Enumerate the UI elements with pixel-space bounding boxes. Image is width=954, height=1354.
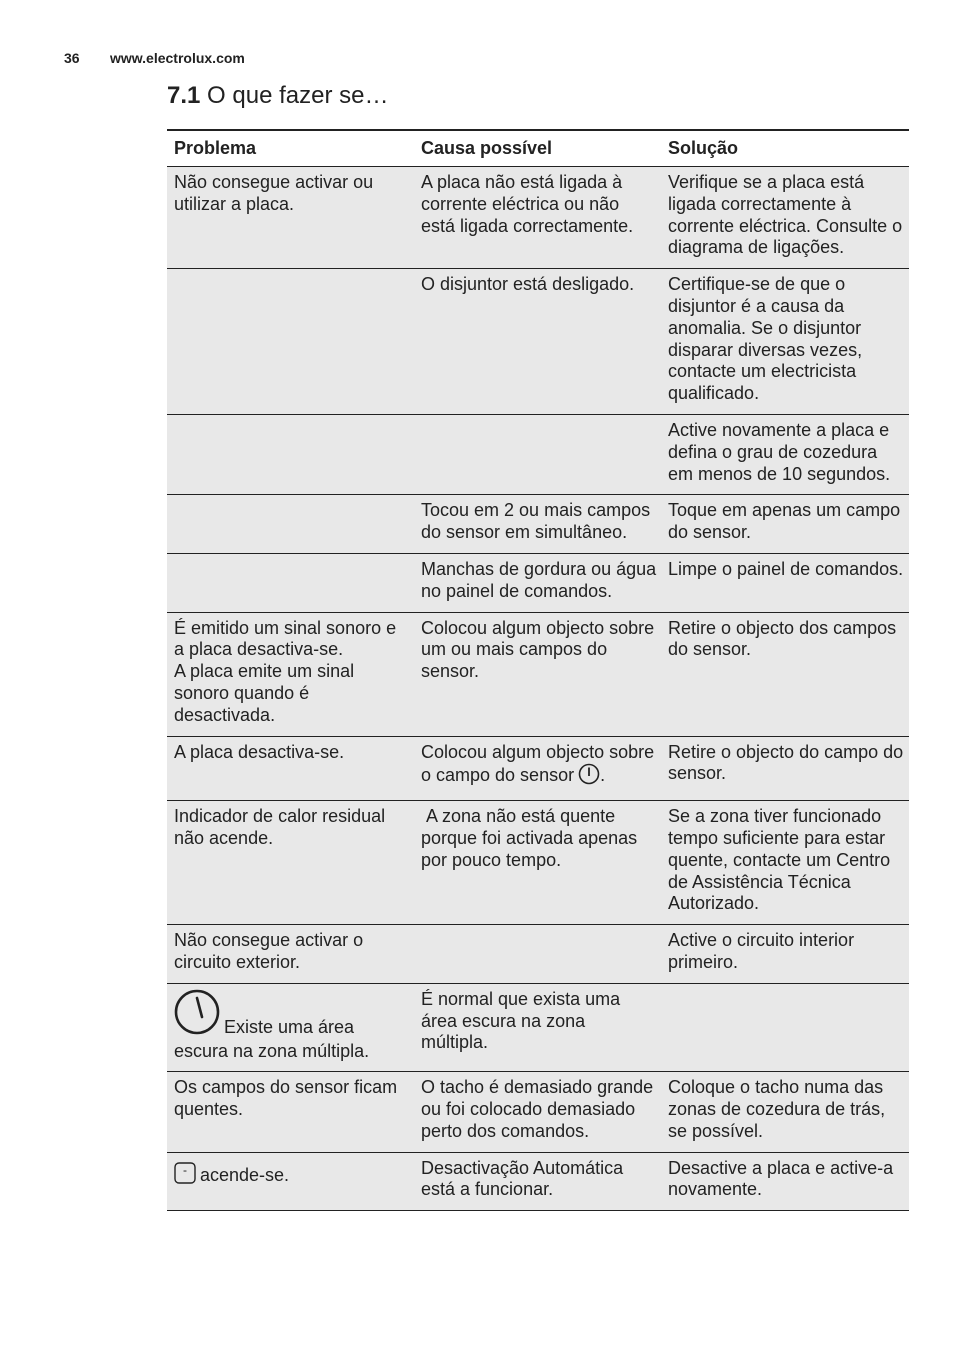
- cause-cell: Manchas de gordura ou água no painel de comandos.: [414, 553, 661, 612]
- cause-cell: A placa não está ligada à corrente eléctrica ou não está ligada correctamente.: [414, 167, 661, 269]
- table-row: [167, 269, 909, 415]
- cause-cell: [414, 925, 661, 984]
- solution-cell: Coloque o tacho numa das zonas de cozedura de trás, se possível.: [661, 1072, 909, 1152]
- table-row: [167, 925, 909, 984]
- header-cause: Causa possível: [414, 130, 661, 167]
- problem-cell: [167, 269, 414, 415]
- cause-cell: É normal que exista uma área escura na zona múltipla.: [414, 983, 661, 1072]
- table-row: [167, 736, 909, 801]
- solution-cell: Limpe o painel de comandos.: [661, 553, 909, 612]
- table-header-row: [167, 130, 909, 167]
- problem-cell: [167, 612, 414, 736]
- solution-cell: Certifique-se de que o disjuntor é a causa da anomalia. Se o disjuntor disparar diversas vezes, contacte um electricista qualificado.: [661, 269, 909, 415]
- solution-cell: Desactive a placa e active-a novamente.: [661, 1152, 909, 1211]
- problem-cell: Indicador de calor residual não acende.: [167, 801, 414, 925]
- section-title: [167, 82, 388, 110]
- problem-cell: [167, 553, 414, 612]
- cause-cell: [414, 414, 661, 494]
- header-problem: Problema: [167, 130, 414, 167]
- solution-cell: Active o circuito interior primeiro.: [661, 925, 909, 984]
- problem-cell: Não consegue activar ou utilizar a placa.: [167, 167, 414, 269]
- table-row: [167, 1152, 909, 1211]
- problem-cell: A placa desactiva-se.: [167, 736, 414, 801]
- problem-cell: [167, 1152, 414, 1211]
- cause-text: Colocou algum objecto sobre o campo do sensor: [421, 741, 655, 786]
- problem-line: É emitido um sinal sonoro e a placa desactiva-se.: [174, 617, 397, 660]
- cause-cell: Tocou em 2 ou mais campos do sensor em simultâneo.: [414, 495, 661, 554]
- problem-text: Existe uma área escura na zona múltipla.: [174, 1016, 370, 1061]
- cause-cell: A zona não está quente porque foi activada apenas por pouco tempo.: [414, 801, 661, 925]
- problem-text: acende-se.: [200, 1164, 290, 1185]
- problem-cell: [167, 983, 414, 1072]
- problem-line: A placa emite um sinal sonoro quando é desactivada.: [174, 661, 355, 725]
- solution-cell: Verifique se a placa está ligada correctamente à corrente eléctrica. Consulte o diagrama de ligações.: [661, 167, 909, 269]
- site-url: www.electrolux.com: [110, 50, 245, 66]
- problem-cell: [167, 414, 414, 494]
- problem-cell: Não consegue activar o circuito exterior.: [167, 925, 414, 984]
- table-row: [167, 983, 909, 1072]
- header-solution: Solução: [661, 130, 909, 167]
- solution-cell: Active novamente a placa e defina o grau de cozedura em menos de 10 segundos.: [661, 414, 909, 494]
- cause-cell: O disjuntor está desligado.: [414, 269, 661, 415]
- cause-suffix: .: [600, 765, 606, 786]
- dash-display-symbol: -: [183, 1162, 187, 1177]
- dash-display-icon: [174, 1162, 196, 1190]
- page-header: [64, 50, 245, 66]
- table-row: [167, 612, 909, 736]
- table-row: [167, 1072, 909, 1152]
- solution-cell: Retire o objecto dos campos do sensor.: [661, 612, 909, 736]
- cause-cell: [414, 736, 661, 801]
- cause-cell: Colocou algum objecto sobre um ou mais campos do sensor.: [414, 612, 661, 736]
- table-row: [167, 167, 909, 269]
- page-number: 36: [64, 50, 80, 66]
- solution-cell: Se a zona tiver funcionado tempo suficiente para estar quente, contacte um Centro de Assistência Técnica Autorizado.: [661, 801, 909, 925]
- problem-cell: Os campos do sensor ficam quentes.: [167, 1072, 414, 1152]
- cause-cell: Desactivação Automática está a funcionar.: [414, 1152, 661, 1211]
- section-number: 7.1: [167, 82, 201, 109]
- table-row: [167, 553, 909, 612]
- solution-cell: [661, 983, 909, 1072]
- table-row: [167, 801, 909, 925]
- solution-cell: Toque em apenas um campo do sensor.: [661, 495, 909, 554]
- cause-cell: O tacho é demasiado grande ou foi colocado demasiado perto dos comandos.: [414, 1072, 661, 1152]
- table-row: [167, 414, 909, 494]
- table-row: [167, 495, 909, 554]
- problem-cell: [167, 495, 414, 554]
- power-icon: [578, 763, 600, 791]
- section-heading: O que fazer se…: [207, 82, 389, 109]
- troubleshooting-table: [167, 129, 909, 1211]
- multi-zone-icon: [174, 989, 220, 1041]
- solution-cell: Retire o objecto do campo do sensor.: [661, 736, 909, 801]
